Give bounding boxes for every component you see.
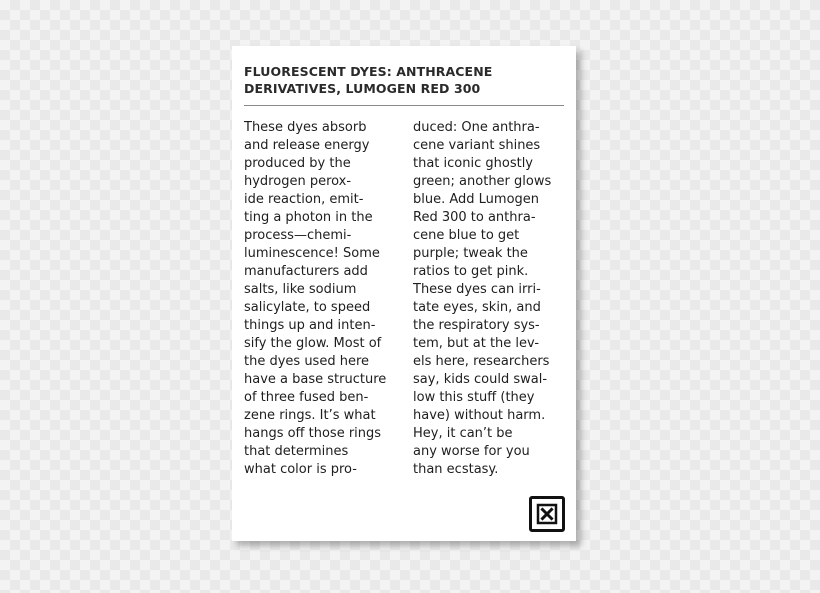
body-line: tate eyes, skin, and bbox=[413, 300, 541, 315]
body-line: that iconic ghostly bbox=[413, 156, 533, 171]
body-line: green; another glows bbox=[413, 174, 552, 189]
body-line: cene variant shines bbox=[413, 138, 541, 153]
body-line: zene rings. It’s what bbox=[244, 408, 376, 423]
boxed-x-glyph bbox=[532, 499, 562, 529]
body-line: things up and inten- bbox=[244, 318, 376, 333]
body-line: These dyes can irri- bbox=[413, 282, 541, 297]
body-line: purple; tweak the bbox=[413, 246, 528, 261]
body-column-right bbox=[413, 119, 573, 479]
body-line: salicylate, to speed bbox=[244, 300, 371, 315]
body-line: and release energy bbox=[244, 138, 370, 153]
body-line: blue. Add Lumogen bbox=[413, 192, 540, 207]
body-line: els here, researchers bbox=[413, 354, 550, 369]
title-divider bbox=[244, 105, 564, 106]
boxed-x-icon bbox=[529, 496, 565, 532]
body-line: have) without harm. bbox=[413, 408, 546, 423]
body-line: process—chemi- bbox=[244, 228, 352, 243]
body-line: low this stuff (they bbox=[413, 390, 535, 405]
body-line: manufacturers add bbox=[244, 264, 368, 279]
body-line: These dyes absorb bbox=[244, 120, 367, 135]
body-line: that determines bbox=[244, 444, 349, 459]
body-line: hangs off those rings bbox=[244, 426, 382, 441]
body-line: have a base structure bbox=[244, 372, 387, 387]
body-line: the respiratory sys- bbox=[413, 318, 540, 333]
article-card bbox=[232, 46, 576, 541]
body-line: any worse for you bbox=[413, 444, 530, 459]
body-line: tem, but at the lev- bbox=[413, 336, 540, 351]
body-line: what color is pro- bbox=[244, 462, 357, 477]
body-line: say, kids could swal- bbox=[413, 372, 548, 387]
body-line: luminescence! Some bbox=[244, 246, 380, 261]
article-title bbox=[244, 63, 564, 97]
body-line: than ecstasy. bbox=[413, 462, 499, 477]
body-line: Hey, it can’t be bbox=[413, 426, 513, 441]
body-line: sify the glow. Most of bbox=[244, 336, 382, 351]
body-line: produced by the bbox=[244, 156, 351, 171]
title-line: FLUORESCENT DYES: ANTHRACENE bbox=[244, 64, 493, 79]
body-line: the dyes used here bbox=[244, 354, 370, 369]
body-line: cene blue to get bbox=[413, 228, 520, 243]
body-line: Red 300 to anthra- bbox=[413, 210, 536, 225]
title-line: DERIVATIVES, LUMOGEN RED 300 bbox=[244, 81, 481, 96]
body-line: of three fused ben- bbox=[244, 390, 369, 405]
body-line: ide reaction, emit- bbox=[244, 192, 364, 207]
body-line: ting a photon in the bbox=[244, 210, 373, 225]
body-line: salts, like sodium bbox=[244, 282, 357, 297]
body-column-left bbox=[244, 119, 404, 479]
body-line: duced: One anthra- bbox=[413, 120, 540, 135]
body-line: ratios to get pink. bbox=[413, 264, 529, 279]
body-line: hydrogen perox- bbox=[244, 174, 352, 189]
